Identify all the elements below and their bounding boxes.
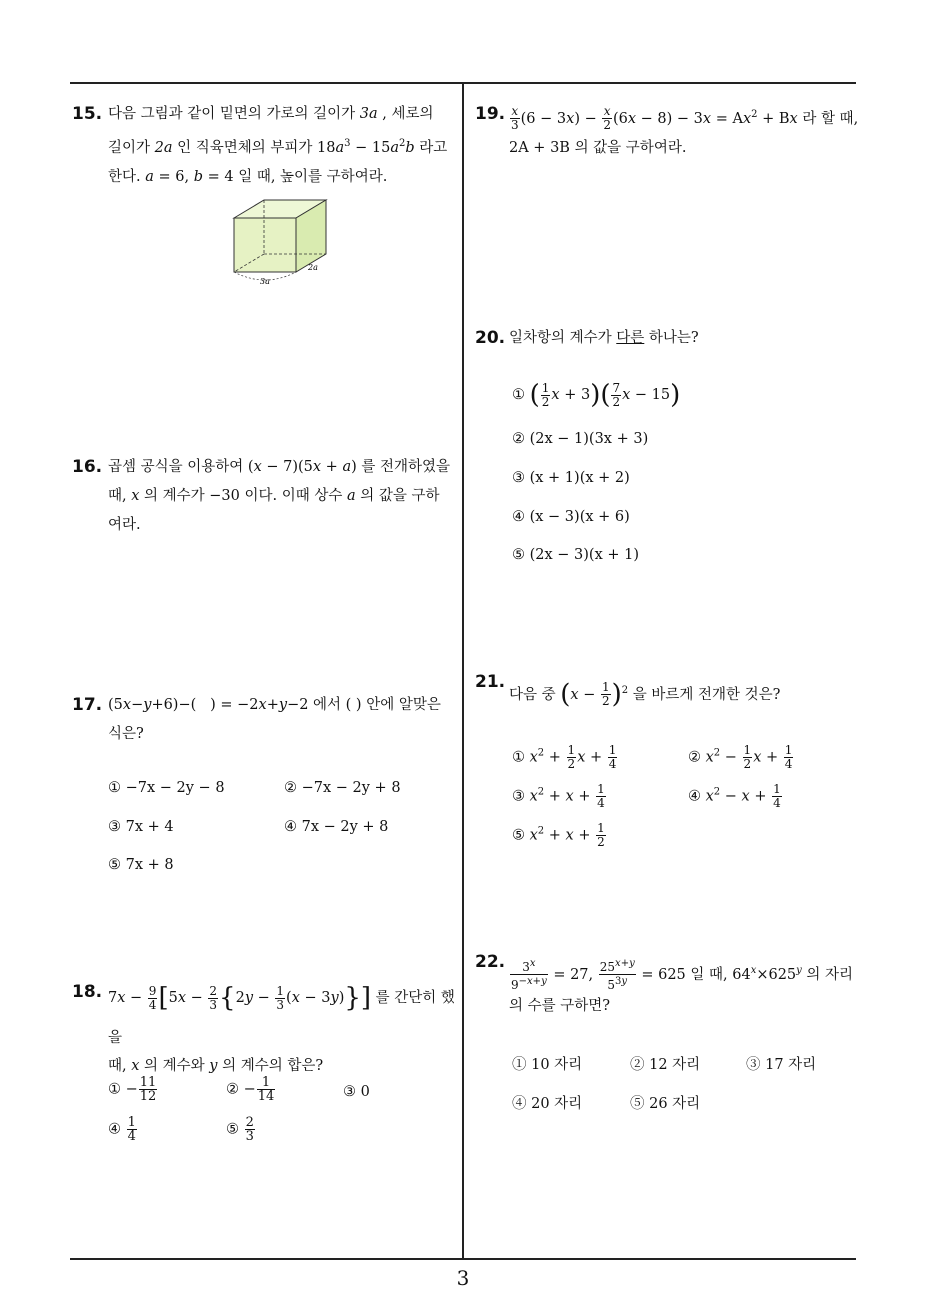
question-number: 18. — [72, 982, 103, 1002]
question-number: 19. — [475, 104, 506, 124]
q18-option-2[interactable]: ② − $\frac{1}{14}$ — [226, 1075, 275, 1104]
question-15: 15. 다음 그림과 같이 밑면의 가로의 길이가 3a , 세로의 길이가 2a 인 직육면체의 부피가 $18a^3 - 15a^2b$ 라고 한다. a = 6, b = 4 일 때, 높이를 구하여라. — [72, 100, 457, 192]
q21-option-4[interactable]: ④ $x^2 - x$ + $\frac{1}{4}$ — [688, 782, 781, 810]
q21-option-5[interactable]: ⑤ $x^2 + x$ + $\frac{1}{2}$ — [512, 821, 605, 849]
q20-option-2[interactable]: ② (2x − 1)(3x + 3) — [512, 431, 649, 447]
q17-option-5[interactable]: ⑤ 7x + 8 — [108, 857, 174, 873]
q20-option-4[interactable]: ④ (x − 3)(x + 6) — [512, 509, 630, 525]
q17-option-1[interactable]: ① −7x − 2y − 8 — [108, 780, 225, 796]
label-2a: 2a — [308, 263, 318, 272]
question-20: 20. 일차항의 계수가 다른 하나는? — [475, 324, 860, 353]
q22-option-5[interactable]: ⑤ 26 자리 — [630, 1096, 701, 1112]
question-number: 22. — [475, 952, 506, 972]
q18-option-1[interactable]: ① − $\frac{11}{12}$ — [108, 1075, 157, 1104]
q20-option-1[interactable]: ① ( $\frac{1}{2}$ x + 3)( $\frac{7}{2}$ x − 15) — [512, 380, 681, 410]
question-18: 18. 7x − $\frac{9}{4}$ [5x − $\frac{2}{3}$ {2y − $\frac{1}{3}$ (x − 3y)}] 를 간단히 했을 때, x 의 계수와 y 의 계수의 합은? — [72, 978, 457, 1081]
question-17: 17. (5x−y+6)−( ) = −2x+y−2 에서 ( ) 안에 알맞은 식은? — [72, 691, 457, 749]
question-21: 21. 다음 중 (x − $\frac{1}{2}$ )$^2$ 을 바르게 전개한 것은? — [475, 668, 860, 710]
q20-option-3[interactable]: ③ (x + 1)(x + 2) — [512, 470, 630, 486]
column-divider — [462, 84, 464, 1258]
question-number: 17. — [72, 695, 103, 715]
q18-option-4[interactable]: ④ $\frac{1}{4}$ — [108, 1115, 136, 1144]
q17-option-4[interactable]: ④ 7x − 2y + 8 — [284, 819, 389, 835]
q22-option-2[interactable]: ② 12 자리 — [630, 1057, 701, 1073]
question-number: 16. — [72, 457, 103, 477]
question-19: 19. $\frac{x}{3}$ (6 − 3x) − $\frac{x}{2}$ $(6x - 8) - 3x = Ax^2 + Bx$ 라 할 때, 2A + 3B 의 값을 구하여라. — [475, 100, 860, 163]
question-number: 15. — [72, 104, 103, 124]
q22-option-1[interactable]: ① 10 자리 — [512, 1057, 583, 1073]
page-number: 3 — [456, 1266, 470, 1290]
q21-option-2[interactable]: ② $x^2$ − $\frac{1}{2}$ x + $\frac{1}{4}$ — [688, 743, 793, 771]
q20-option-5[interactable]: ⑤ (2x − 3)(x + 1) — [512, 547, 640, 563]
cuboid-figure — [224, 192, 336, 288]
q18-option-3[interactable]: ③ 0 — [343, 1084, 370, 1100]
question-number: 21. — [475, 672, 506, 692]
question-22: 22. $\frac{3^x}{9^{-x+y}}$ = 27, $\frac{25^{x+y}}{5^{3y}}$ = 625 일 때, $64^x\times 625^y$ 의 자리 의 수를 구하면? — [475, 948, 860, 1021]
q17-option-3[interactable]: ③ 7x + 4 — [108, 819, 174, 835]
q21-option-1[interactable]: ① $x^2$ + $\frac{1}{2}$ x + $\frac{1}{4}$ — [512, 743, 617, 771]
q22-option-4[interactable]: ④ 20 자리 — [512, 1096, 583, 1112]
bottom-rule — [70, 1258, 856, 1260]
question-number: 20. — [475, 328, 506, 348]
q17-option-2[interactable]: ② −7x − 2y + 8 — [284, 780, 401, 796]
label-3a: 3a — [260, 277, 270, 286]
q18-option-5[interactable]: ⑤ $\frac{2}{3}$ — [226, 1115, 254, 1144]
q22-option-3[interactable]: ③ 17 자리 — [746, 1057, 817, 1073]
question-16: 16. 곱셈 공식을 이용하여 (x − 7)(5x + a) 를 전개하였을 때, x 의 계수가 −30 이다. 이때 상수 a 의 값을 구하 여라. — [72, 453, 457, 540]
q21-option-3[interactable]: ③ $x^2 + x$ + $\frac{1}{4}$ — [512, 782, 605, 810]
